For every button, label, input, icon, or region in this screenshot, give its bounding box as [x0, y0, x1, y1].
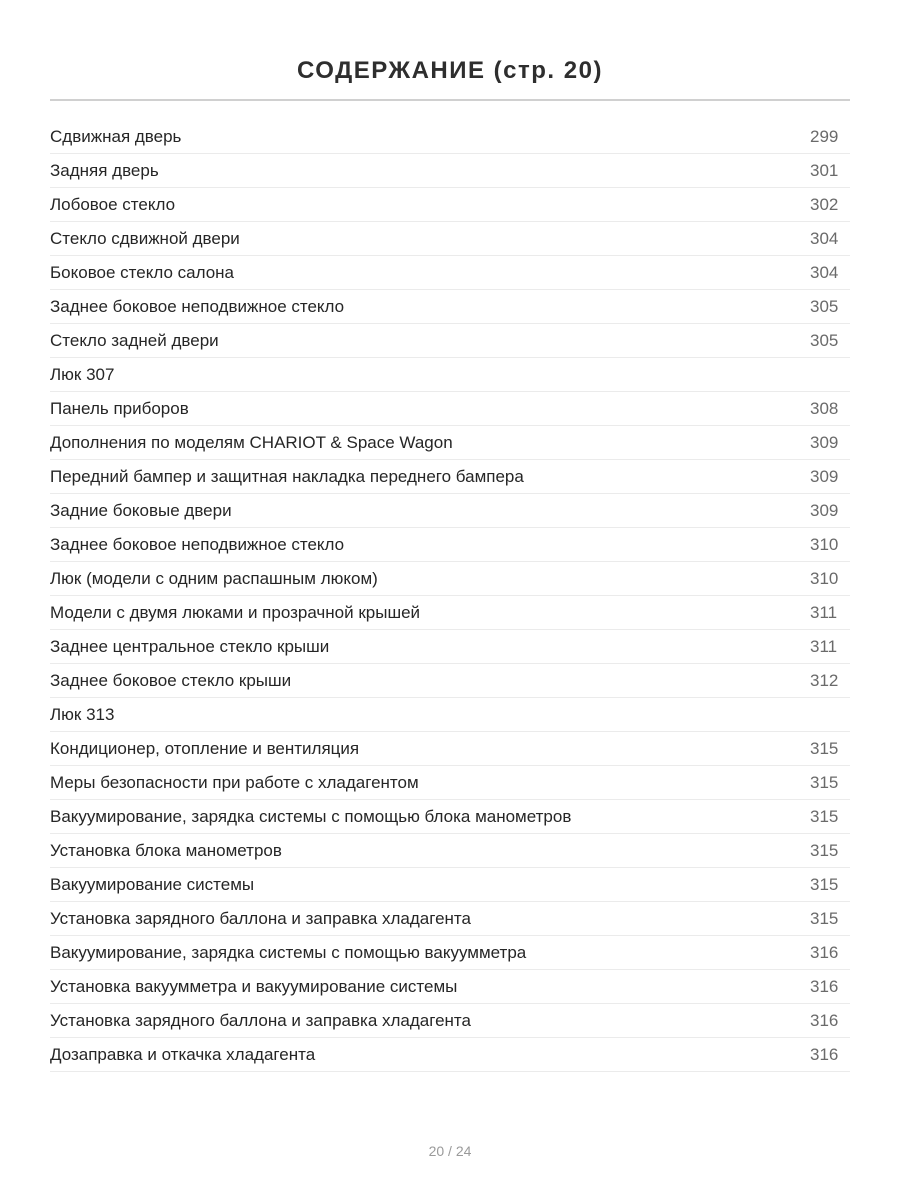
- toc-entry-title: Панель приборов: [50, 398, 189, 418]
- toc-entry-page: 316: [810, 1044, 839, 1064]
- toc-entry-title: Люк 313: [50, 704, 115, 724]
- toc-entry[interactable]: [50, 256, 850, 290]
- toc-entry-page: 309: [810, 432, 839, 452]
- page-title: СОДЕРЖАНИЕ (стр. 20): [297, 57, 603, 85]
- toc-entry-page: 305: [810, 296, 839, 316]
- toc-entry-title: Дозаправка и откачка хладагента: [50, 1044, 316, 1064]
- toc-entry-page: 312: [810, 670, 839, 690]
- toc-entry-title: Люк 307: [50, 364, 115, 384]
- toc-entry[interactable]: [50, 120, 850, 154]
- toc-entry[interactable]: [50, 1004, 850, 1038]
- toc-list: [50, 120, 850, 1072]
- toc-entry-title: Сдвижная дверь: [50, 126, 182, 146]
- toc-entry-page: 304: [810, 262, 839, 282]
- toc-entry-title: Вакуумирование системы: [50, 874, 255, 894]
- toc-entry-page: 311: [810, 602, 838, 622]
- toc-entry-title: Меры безопасности при работе с хладагентом: [50, 772, 419, 792]
- toc-entry[interactable]: [50, 868, 850, 902]
- toc-entry-page: 315: [810, 908, 839, 928]
- toc-entry-title: Кондиционер, отопление и вентиляция: [50, 738, 360, 758]
- toc-entry-title: Заднее боковое неподвижное стекло: [50, 296, 345, 316]
- toc-entry[interactable]: [50, 834, 850, 868]
- toc-entry-page: 316: [810, 942, 839, 962]
- toc-entry-title: Вакуумирование, зарядка системы с помощью вакуумметра: [50, 942, 527, 962]
- toc-entry-page: 315: [810, 806, 839, 826]
- toc-entry-page: 316: [810, 1010, 839, 1030]
- toc-entry[interactable]: [50, 936, 850, 970]
- toc-entry-page: 310: [810, 568, 839, 588]
- toc-entry[interactable]: [50, 664, 850, 698]
- toc-entry-page: 308: [810, 398, 839, 418]
- toc-entry-page: 301: [810, 160, 839, 180]
- toc-entry-page: 311: [810, 636, 838, 656]
- toc-entry[interactable]: [50, 766, 850, 800]
- toc-entry-page: 305: [810, 330, 839, 350]
- toc-entry-title: Лобовое стекло: [50, 194, 176, 214]
- toc-entry[interactable]: [50, 732, 850, 766]
- toc-entry[interactable]: [50, 494, 850, 528]
- toc-entry[interactable]: [50, 596, 850, 630]
- toc-entry-title: Задняя дверь: [50, 160, 159, 180]
- page-indicator: 20 / 24: [428, 1143, 472, 1159]
- toc-entry-title: Установка блока манометров: [50, 840, 282, 860]
- toc-entry-title: Задние боковые двери: [50, 500, 232, 520]
- toc-entry-page: 315: [810, 772, 839, 792]
- toc-entry[interactable]: [50, 630, 850, 664]
- toc-entry[interactable]: [50, 290, 850, 324]
- toc-entry[interactable]: [50, 800, 850, 834]
- toc-entry-page: 302: [810, 194, 839, 214]
- toc-entry-title: Люк (модели с одним распашным люком): [50, 568, 378, 588]
- toc-entry-title: Заднее боковое стекло крыши: [50, 670, 292, 690]
- toc-entry[interactable]: [50, 188, 850, 222]
- toc-entry-title: Вакуумирование, зарядка системы с помощью блока манометров: [50, 806, 572, 826]
- toc-entry[interactable]: [50, 698, 850, 732]
- toc-entry[interactable]: [50, 528, 850, 562]
- toc-entry-title: Боковое стекло салона: [50, 262, 234, 282]
- toc-entry-page: 316: [810, 976, 839, 996]
- toc-entry-page: 304: [810, 228, 839, 248]
- toc-entry-page: 299: [810, 126, 839, 146]
- toc-entry-title: Заднее боковое неподвижное стекло: [50, 534, 345, 554]
- toc-entry-page: 315: [810, 738, 839, 758]
- toc-entry-title: Передний бампер и защитная накладка переднего бампера: [50, 466, 524, 486]
- toc-entry-title: Стекло задней двери: [50, 330, 219, 350]
- toc-entry[interactable]: [50, 154, 850, 188]
- toc-entry-page: 309: [810, 500, 839, 520]
- toc-entry[interactable]: [50, 1038, 850, 1072]
- toc-entry-title: Установка зарядного баллона и заправка хладагента: [50, 908, 471, 928]
- toc-entry-title: Дополнения по моделям CHARIOT & Space Wagon: [50, 432, 453, 452]
- toc-entry-title: Модели с двумя люками и прозрачной крышей: [50, 602, 421, 622]
- toc-entry-title: Установка зарядного баллона и заправка хладагента: [50, 1010, 471, 1030]
- toc-entry[interactable]: [50, 562, 850, 596]
- toc-entry-page: 310: [810, 534, 839, 554]
- title-divider: [50, 99, 850, 101]
- toc-entry[interactable]: [50, 222, 850, 256]
- toc-entry[interactable]: [50, 426, 850, 460]
- toc-entry[interactable]: [50, 902, 850, 936]
- toc-entry[interactable]: [50, 324, 850, 358]
- toc-entry[interactable]: [50, 460, 850, 494]
- toc-entry-title: Стекло сдвижной двери: [50, 228, 240, 248]
- toc-entry-page: 315: [810, 874, 839, 894]
- toc-entry-title: Установка вакуумметра и вакуумирование системы: [50, 976, 458, 996]
- toc-entry[interactable]: [50, 392, 850, 426]
- toc-entry[interactable]: [50, 358, 850, 392]
- toc-entry[interactable]: [50, 970, 850, 1004]
- toc-entry-page: 315: [810, 840, 839, 860]
- toc-entry-title: Заднее центральное стекло крыши: [50, 636, 330, 656]
- toc-entry-page: 309: [810, 466, 839, 486]
